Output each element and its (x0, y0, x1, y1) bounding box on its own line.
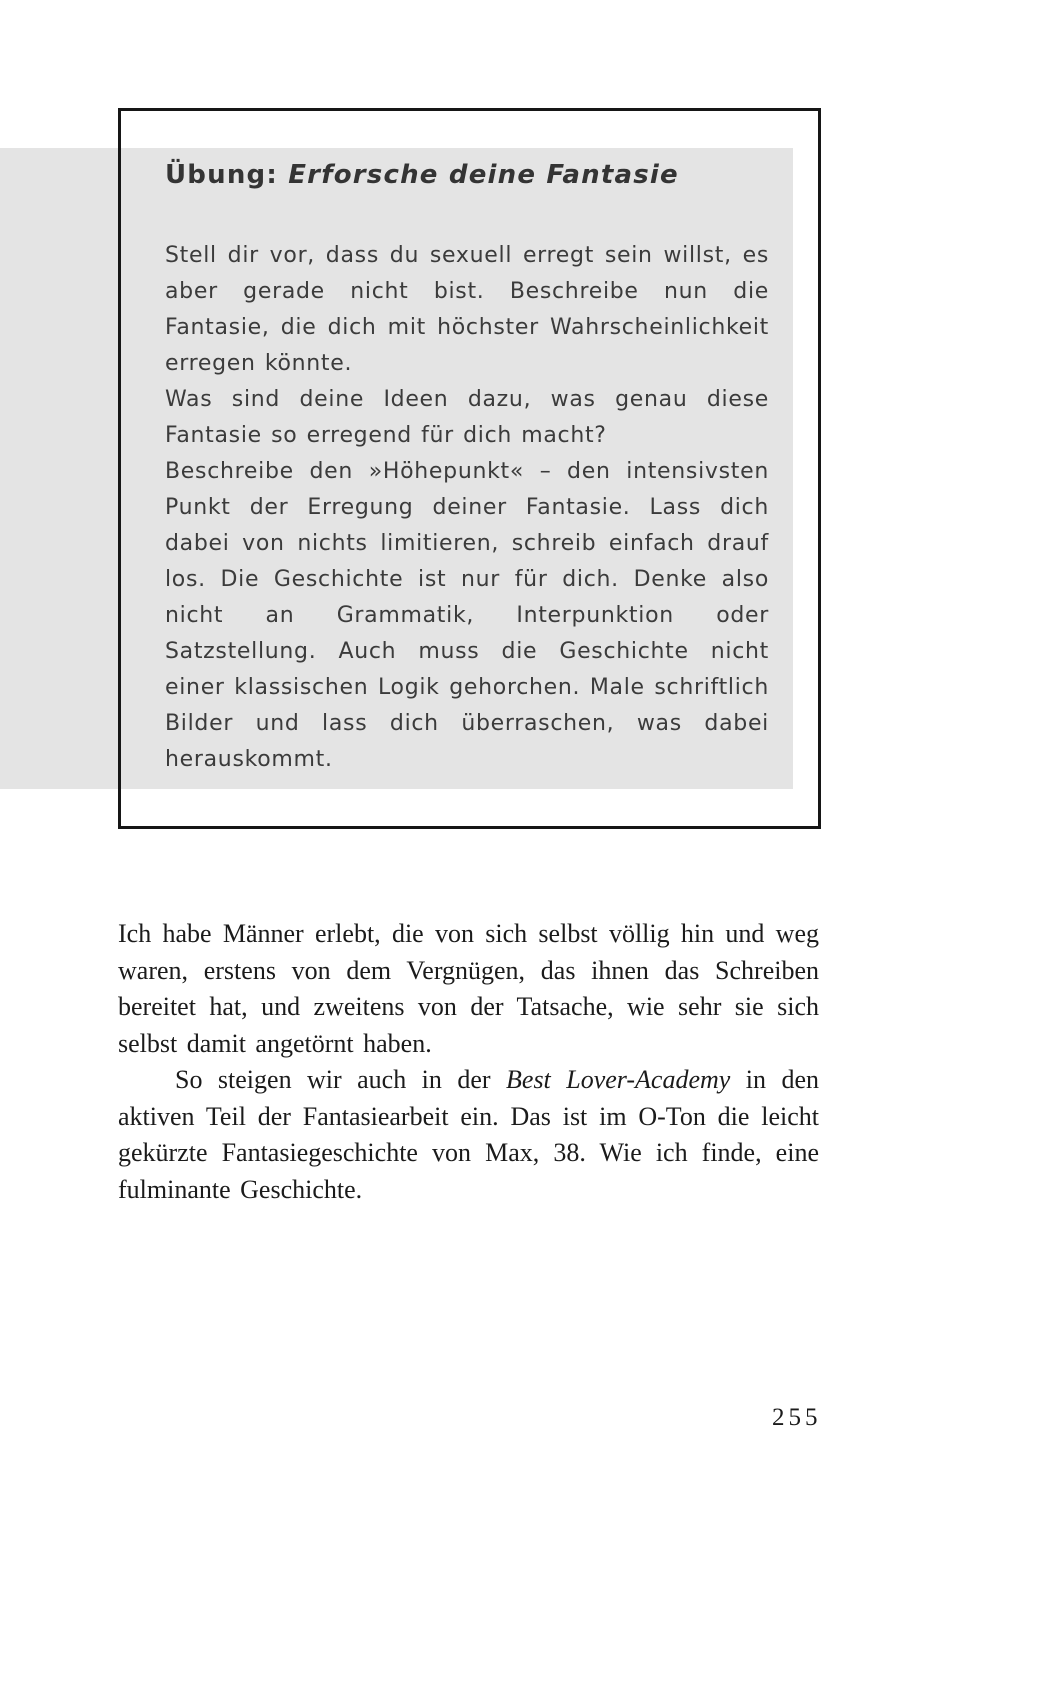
exercise-heading-title: Erforsche deine Fantasie (288, 160, 679, 190)
book-title-italic: Best Lover-Academy (506, 1065, 731, 1094)
body-paragraph-text: So steigen wir auch in der (175, 1065, 507, 1094)
exercise-paragraph: Stell dir vor, dass du sexuell erregt sein willst, es aber gerade nicht bist. Beschreibe nun die Fantasie, die dich mit höchster Wahrscheinlichkeit erregen könnte. (165, 243, 769, 376)
page-number: 255 (772, 1404, 822, 1431)
exercise-box (165, 160, 769, 778)
exercise-heading (165, 160, 769, 190)
exercise-paragraph: Beschreibe den »Höhepunkt« – den intensivsten Punkt der Erregung deiner Fantasie. Lass dich dabei von nichts limitieren, schreib einfach drauf los. Die Geschichte ist nur für dich. Denke also nicht an Grammatik, Interpunktion oder Satzstellung. Auch muss die Geschichte nicht einer klassischen Logik gehorchen. Male schriftlich Bilder und lass dich überraschen, was dabei herauskommt. (165, 459, 769, 772)
body-paragraph-text: in den aktiven Teil der Fantasiearbeit ein. Das ist im O-Ton die leicht gekürzte Fantasiegeschichte von Max, 38. Wie ich finde, eine fulminante Geschichte. (118, 1065, 819, 1204)
exercise-heading-prefix: Übung: (165, 160, 289, 190)
body-paragraph (118, 1062, 819, 1208)
body-text-block (118, 916, 819, 1208)
exercise-paragraph: Was sind deine Ideen dazu, was genau diese Fantasie so erregend für dich macht? (165, 387, 769, 448)
body-paragraph: Ich habe Männer erlebt, die von sich selbst völlig hin und weg waren, erstens von dem Vergnügen, das ihnen das Schreiben bereitet hat, und zweitens von der Tatsache, wie sehr sie sich selbst damit angetörnt haben. (118, 919, 819, 1058)
